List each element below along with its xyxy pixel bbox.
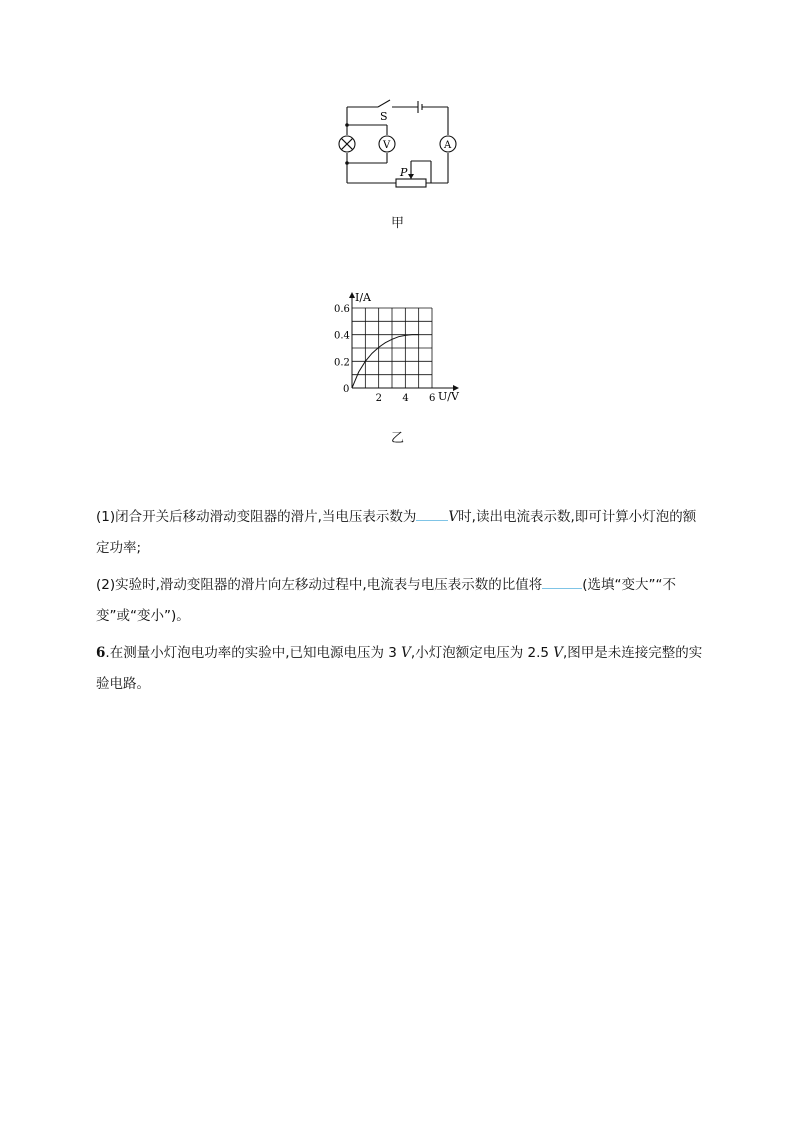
y-tick-label: 0.6: [334, 304, 350, 315]
origin-label: 0: [343, 384, 350, 395]
question-number: 6: [96, 645, 106, 661]
rheostat: [396, 179, 426, 187]
x-axis-label: U/V: [438, 390, 459, 403]
ammeter-label: A: [444, 140, 452, 151]
y-axis-label: I/A: [355, 291, 371, 304]
answer-blank-2[interactable]: [542, 576, 582, 589]
question-6: 6.在测量小灯泡电功率的实验中,已知电源电压为 3 V,小灯泡额定电压为 2.5 V,图甲是未连接完整的实验电路。: [96, 645, 703, 692]
answer-blank-1[interactable]: [416, 508, 448, 521]
switch-label: S: [380, 110, 388, 123]
y-tick-label: 0.4: [334, 330, 350, 342]
y-tick-label: 0.2: [334, 357, 350, 369]
iu-graph: [330, 285, 470, 410]
question-1: (1)闭合开关后移动滑动变阻器的滑片,当电压表示数为 V时,读出电流表示数,即可计算小灯泡的额定功率;: [96, 509, 697, 556]
caption-jia: 甲: [391, 216, 405, 231]
x-tick-label: 2: [375, 393, 383, 404]
caption-yi: 乙: [391, 431, 405, 446]
switch: [378, 100, 390, 107]
circuit-diagram: [330, 95, 470, 190]
question-2: (2)实验时,滑动变阻器的滑片向左移动过程中,电流表与电压表示数的比值将 (选填“变大”“不变”或“变小”)。: [96, 577, 676, 624]
voltmeter-label: V: [383, 140, 391, 151]
x-tick-label: 6: [429, 393, 436, 404]
slider-arrow: [408, 174, 414, 179]
x-tick-label: 4: [402, 393, 409, 404]
slider-label: P: [400, 166, 408, 179]
